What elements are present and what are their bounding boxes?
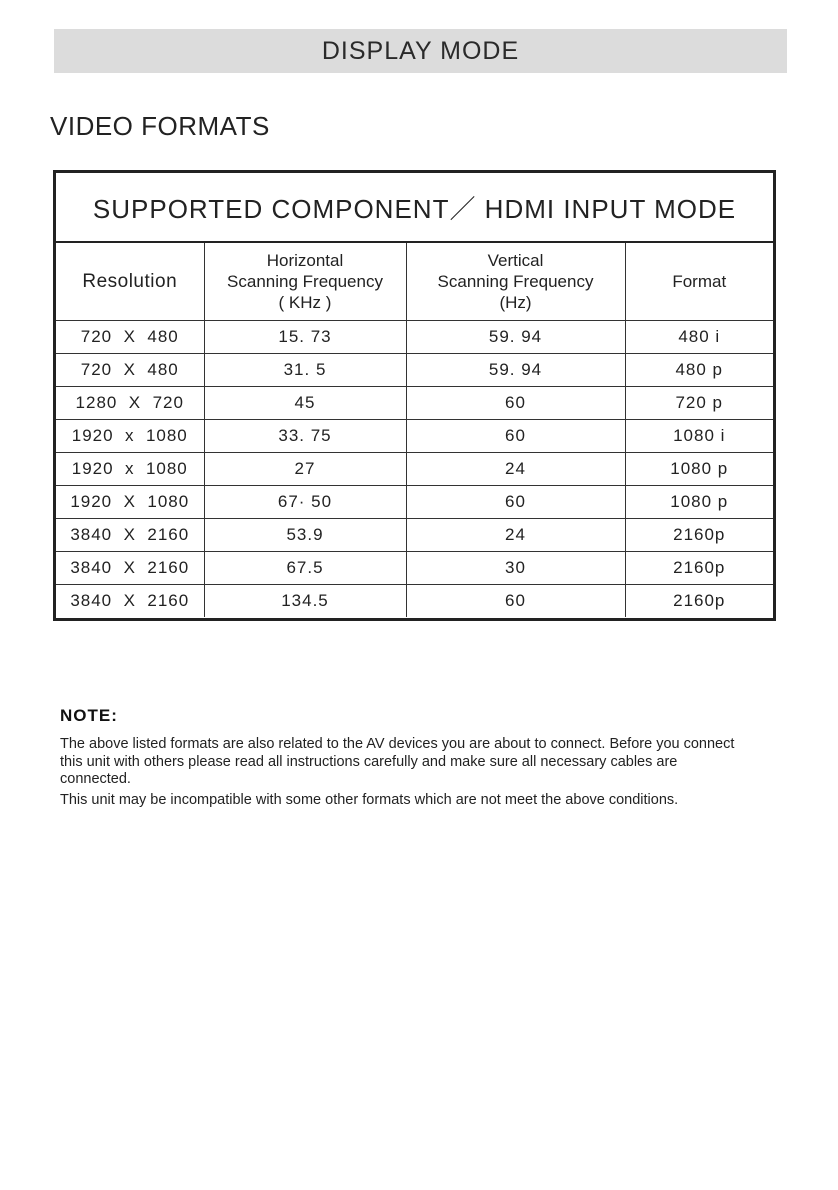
table-row <box>56 321 773 354</box>
table-row <box>56 552 773 585</box>
note-body <box>60 736 740 812</box>
note-paragraph-2: This unit may be incompatible with some other formats which are not meet the above conditions. <box>60 791 679 808</box>
cell-format: 2160p <box>625 552 773 585</box>
header-horizontal-line3: ( KHz ) <box>278 293 332 312</box>
cell-format: 480 p <box>625 354 773 387</box>
cell-resolution: 1280 X 720 <box>56 387 204 420</box>
cell-vertical: 60 <box>406 387 625 420</box>
cell-format: 480 i <box>625 321 773 354</box>
cell-resolution: 720 X 480 <box>56 321 204 354</box>
cell-resolution: 3840 X 2160 <box>56 519 204 552</box>
cell-vertical: 59. 94 <box>406 321 625 354</box>
note-paragraph-1: The above listed formats are also related to the AV devices you are about to connect. Before you connect this unit with others please read all instructions carefully and make sure all necessary cables are connected. <box>60 736 735 787</box>
video-formats-table <box>53 170 776 621</box>
cell-format: 2160p <box>625 585 773 618</box>
table-row <box>56 453 773 486</box>
cell-resolution: 720 X 480 <box>56 354 204 387</box>
table-title: SUPPORTED COMPONENT／ HDMI INPUT MODE <box>56 173 773 243</box>
cell-horizontal: 15. 73 <box>204 321 406 354</box>
header-horizontal <box>204 243 406 321</box>
cell-horizontal: 45 <box>204 387 406 420</box>
table-row <box>56 486 773 519</box>
header-horizontal-line2: Scanning Frequency <box>227 272 383 291</box>
section-title: VIDEO FORMATS <box>50 111 270 141</box>
modes-table <box>56 243 773 617</box>
table-row <box>56 387 773 420</box>
cell-resolution: 3840 X 2160 <box>56 552 204 585</box>
cell-horizontal: 134.5 <box>204 585 406 618</box>
cell-vertical: 30 <box>406 552 625 585</box>
header-resolution: Resolution <box>56 243 204 321</box>
cell-vertical: 24 <box>406 453 625 486</box>
cell-vertical: 60 <box>406 585 625 618</box>
header-vertical <box>406 243 625 321</box>
cell-format: 720 p <box>625 387 773 420</box>
cell-vertical: 59. 94 <box>406 354 625 387</box>
page-title: DISPLAY MODE <box>321 36 520 65</box>
cell-resolution: 1920 x 1080 <box>56 420 204 453</box>
cell-format: 1080 i <box>625 420 773 453</box>
header-format: Format <box>625 243 773 321</box>
cell-resolution: 1920 x 1080 <box>56 453 204 486</box>
table-header-row <box>56 243 773 321</box>
cell-horizontal: 67· 50 <box>204 486 406 519</box>
cell-resolution: 3840 X 2160 <box>56 585 204 618</box>
cell-horizontal: 27 <box>204 453 406 486</box>
cell-horizontal: 31. 5 <box>204 354 406 387</box>
cell-vertical: 60 <box>406 486 625 519</box>
cell-vertical: 24 <box>406 519 625 552</box>
table-row <box>56 354 773 387</box>
note-title: NOTE: <box>60 706 118 725</box>
cell-format: 2160p <box>625 519 773 552</box>
header-vertical-line2: Scanning Frequency <box>437 272 594 291</box>
table-row <box>56 585 773 618</box>
page-header <box>54 29 787 73</box>
cell-format: 1080 p <box>625 486 773 519</box>
table-body <box>56 321 773 618</box>
cell-horizontal: 53.9 <box>204 519 406 552</box>
table-row <box>56 420 773 453</box>
table-row <box>56 519 773 552</box>
cell-horizontal: 67.5 <box>204 552 406 585</box>
header-vertical-line1: Vertical <box>487 251 544 270</box>
header-vertical-line3: (Hz) <box>499 293 532 312</box>
cell-format: 1080 p <box>625 453 773 486</box>
header-horizontal-line1: Horizontal <box>266 251 344 270</box>
cell-resolution: 1920 X 1080 <box>56 486 204 519</box>
cell-vertical: 60 <box>406 420 625 453</box>
cell-horizontal: 33. 75 <box>204 420 406 453</box>
